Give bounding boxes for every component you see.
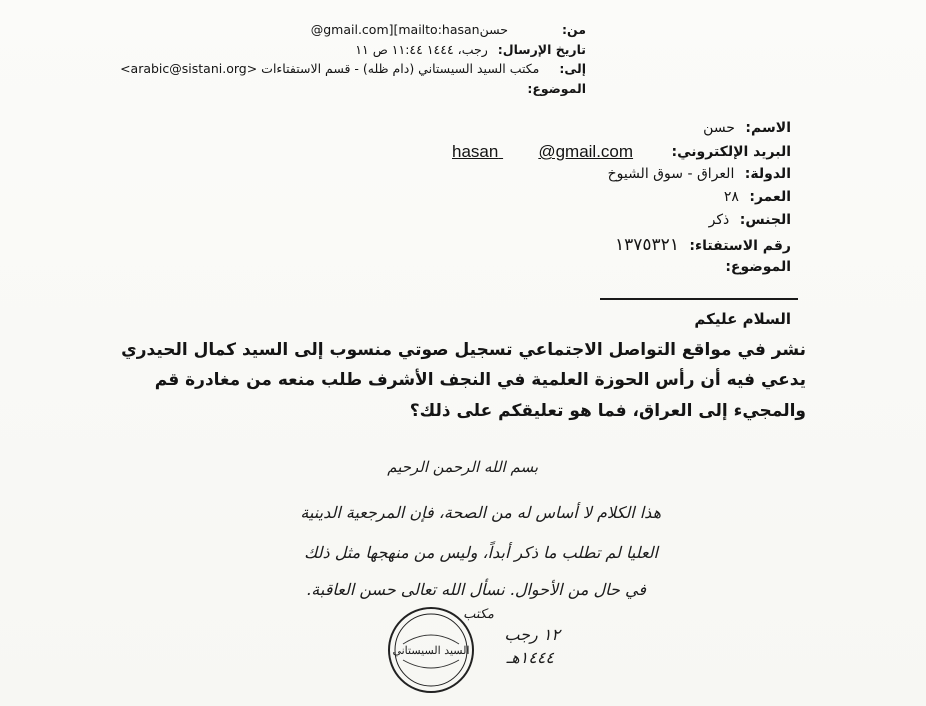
form-email-row <box>672 144 791 160</box>
form-ref-value: ١٣٧٥٣٢١ <box>615 235 679 255</box>
header-from-mailto[interactable]: [mailto:hasan <box>393 22 480 37</box>
question-line-3: والمجيء إلى العراق، فما هو تعليقكم على ذلك؟ <box>409 401 806 421</box>
header-subject-row <box>527 81 586 96</box>
form-subject-row <box>725 259 791 275</box>
form-country-value: العراق - سوق الشيوخ <box>607 166 735 182</box>
answer-date-day: ١٢ رجب <box>504 625 560 644</box>
form-name-label: الاسم: <box>745 120 791 136</box>
form-ref-label: رقم الاستفتاء: <box>689 238 791 254</box>
header-from-name: حسن <box>479 22 509 37</box>
form-age-value: ٢٨ <box>723 189 739 205</box>
question-greeting: السلام عليكم <box>694 310 791 328</box>
header-subject-label: الموضوع: <box>527 81 586 96</box>
form-name-value: حسن <box>703 120 735 136</box>
header-to-value: مكتب السيد السيستاني (دام ظله) - قسم الاستفتاءات <box>261 61 540 76</box>
answer-date-year: ١٤٤٤هـ <box>506 648 554 667</box>
form-email-user: hasan <box>452 142 499 161</box>
form-ref-row <box>615 235 791 255</box>
answer-office: مكتب <box>463 607 494 622</box>
seal-text: السيد السيستاني <box>392 644 470 657</box>
form-email-label: البريد الإلكتروني: <box>671 144 791 160</box>
section-divider <box>600 298 798 300</box>
header-to-label: إلى: <box>559 61 586 76</box>
answer-line-1: هذا الكلام لا أساس له من الصحة، فإن المرجعية الدينية <box>300 503 661 522</box>
answer-basmala: بسم الله الرحمن الرحيم <box>387 458 538 476</box>
form-subject-label: الموضوع: <box>725 259 791 275</box>
header-from-domain: @gmail.com] <box>310 22 394 37</box>
header-sent-label: تاريخ الإرسال: <box>497 42 586 57</box>
header-from-row <box>271 22 586 37</box>
office-seal-stamp <box>385 604 477 696</box>
form-age-row <box>724 189 791 205</box>
question-line-2: يدعي فيه أن رأس الحوزة العلمية في النجف الأشرف طلب منعه من مغادرة قم <box>154 370 806 390</box>
header-to-email[interactable]: <arabic@sistani.org> <box>120 61 258 76</box>
answer-line-3: في حال من الأحوال. نسأل الله تعالى حسن العاقبة. <box>306 580 646 599</box>
form-gender-value: ذكر <box>708 212 730 228</box>
header-sent-row <box>355 42 586 57</box>
form-age-label: العمر: <box>749 189 791 205</box>
header-sent-value: رجب، ١٤٤٤ ١١:٤٤ ص ١١ <box>355 42 488 57</box>
form-email-domain: @gmail.com <box>538 142 634 161</box>
header-from-label: من: <box>562 22 586 37</box>
form-email-value[interactable] <box>452 142 633 162</box>
form-country-row <box>608 166 791 182</box>
form-name-row <box>703 120 791 136</box>
form-gender-row <box>709 212 791 228</box>
answer-line-2: العليا لم تطلب ما ذكر أبداً، وليس من منهجها مثل ذلك <box>304 543 658 562</box>
header-to-row <box>120 61 586 76</box>
question-line-1: نشر في مواقع التواصل الاجتماعي تسجيل صوتي منسوب إلى السيد كمال الحيدري <box>121 340 806 360</box>
form-gender-label: الجنس: <box>739 212 791 228</box>
form-country-label: الدولة: <box>744 166 791 182</box>
